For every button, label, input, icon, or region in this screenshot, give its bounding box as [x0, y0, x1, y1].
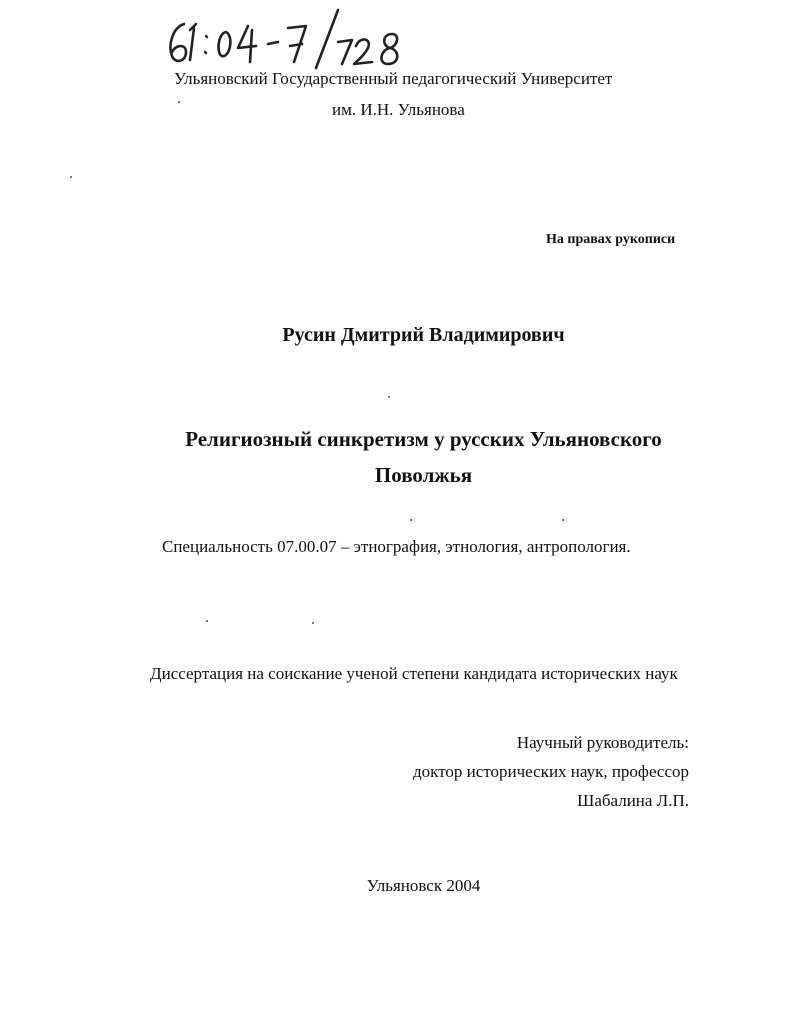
supervisor-role: Научный руководитель: [516, 733, 689, 752]
dissertation-title-line-1: Религиозный синкретизм у русских Ульяновского [185, 427, 662, 451]
city-year: Ульяновск 2004 [366, 876, 481, 895]
supervisor-block [413, 728, 689, 815]
scan-speck [70, 176, 72, 178]
supervisor-name: Шабалина Л.П. [577, 791, 689, 810]
handwritten-catalog-number [160, 6, 430, 72]
dissertation-degree-line: Диссертация на соискание ученой степени кандидата исторических наук [150, 664, 678, 683]
specialty-line: Специальность 07.00.07 – этнография, этнология, антропология. [162, 537, 631, 556]
supervisor-degree: доктор исторических наук, профессор [413, 762, 689, 781]
author-name: Русин Дмитрий Владимирович [282, 324, 565, 346]
scan-speck [410, 519, 412, 521]
university-named-after: им. И.Н. Ульянова [332, 100, 465, 119]
scan-speck [206, 620, 208, 622]
scan-speck [178, 101, 180, 103]
rights-notice: На правах рукописи [546, 232, 676, 247]
scan-speck [312, 622, 314, 624]
dissertation-title-line-2: Поволжья [374, 463, 473, 487]
university-name: Ульяновский Государственный педагогический Университет [174, 69, 613, 88]
scan-speck [562, 519, 564, 521]
scan-speck [388, 396, 390, 398]
